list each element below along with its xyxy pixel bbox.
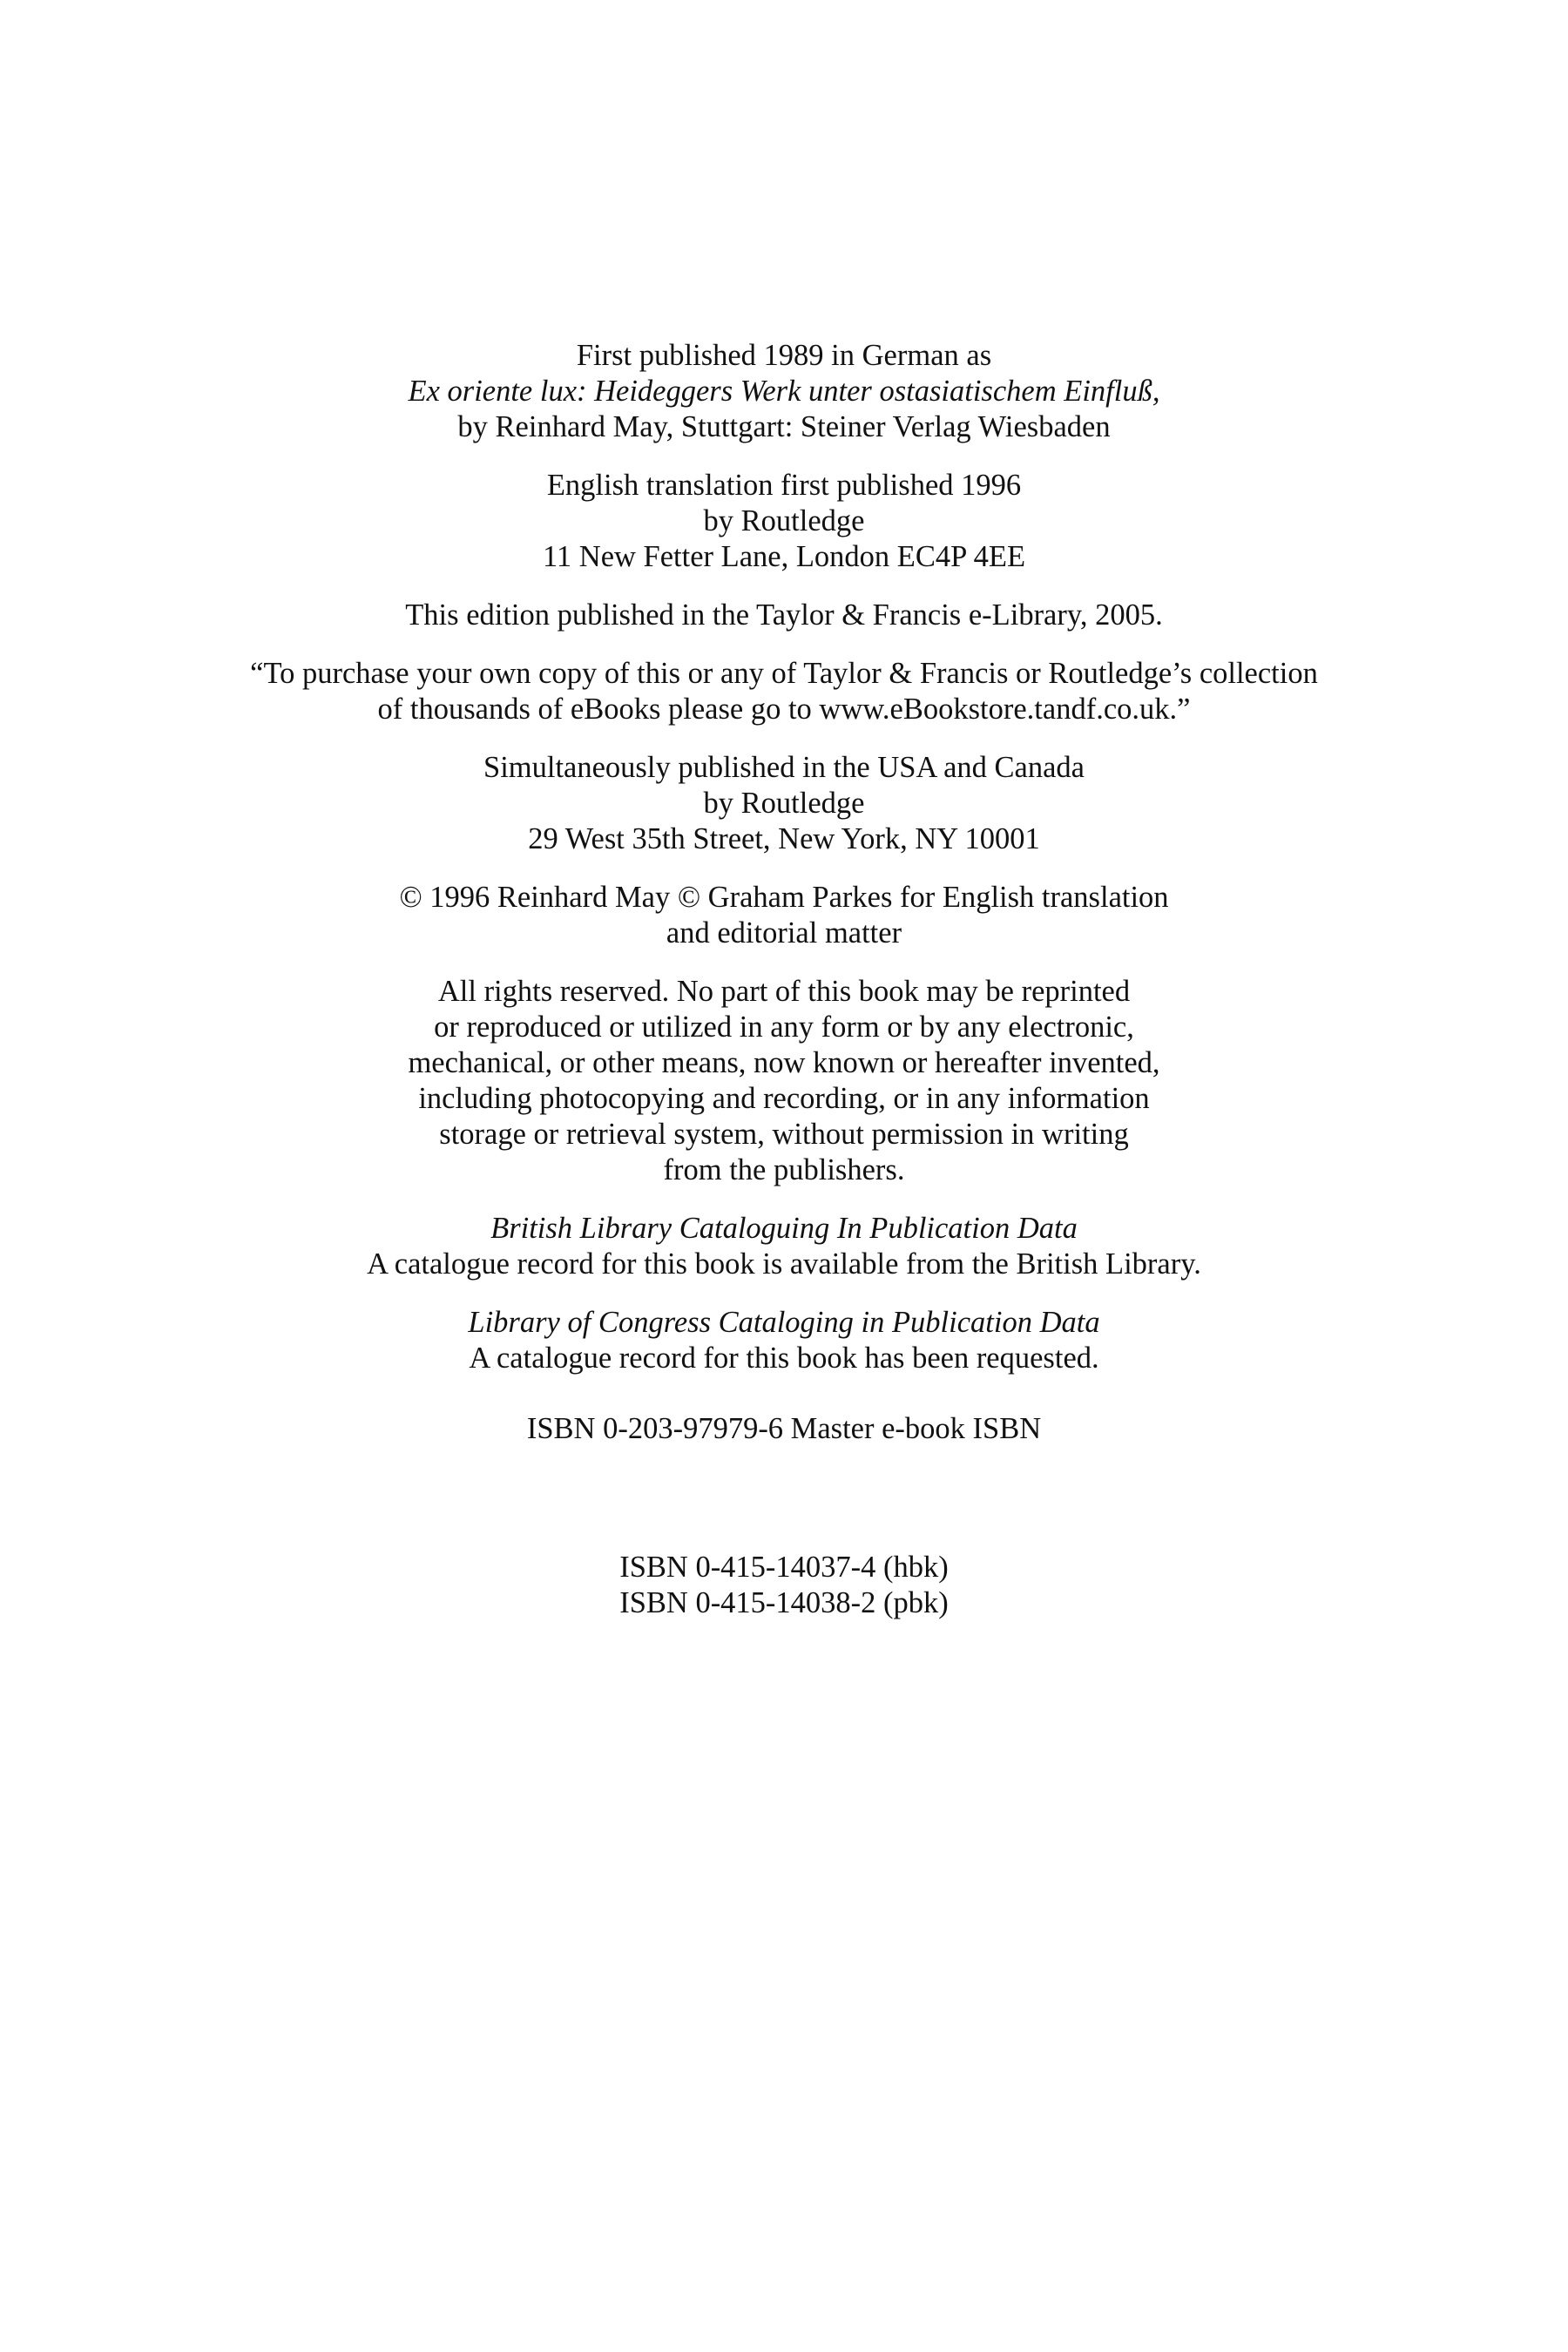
translation-publisher-address: 11 New Fetter Lane, London EC4P 4EE <box>542 540 1026 573</box>
purchase-note-line-1: “To purchase your own copy of this or any of Taylor & Francis or Routledge’s collection <box>250 657 1318 690</box>
purchase-note-line-2: of thousands of eBooks please go to www.eBookstore.tandf.co.uk.” <box>377 693 1191 726</box>
copyright-page <box>0 338 1568 1644</box>
rights-line-4: including photocopying and recording, or in any information <box>418 1082 1150 1115</box>
rights-line-3: mechanical, or other means, now known or hereafter invented, <box>408 1046 1160 1079</box>
library-of-congress-block <box>0 1305 1568 1376</box>
purchase-note-block <box>0 656 1568 727</box>
usa-publisher-address: 29 West 35th Street, New York, NY 10001 <box>528 822 1040 855</box>
rights-line-6: from the publishers. <box>663 1153 905 1186</box>
copyright-line-2: and editorial matter <box>666 916 902 950</box>
british-library-heading: British Library Cataloguing In Publication Data <box>490 1212 1078 1245</box>
isbn-master-block <box>0 1411 1568 1447</box>
usa-publisher: by Routledge <box>703 787 865 820</box>
original-publication-line: First published 1989 in German as <box>576 339 992 372</box>
rights-line-1: All rights reserved. No part of this book may be reprinted <box>437 975 1131 1008</box>
ebook-edition-line: This edition published in the Taylor & Francis e-Library, 2005. <box>405 598 1163 632</box>
copyright-block <box>0 880 1568 951</box>
original-publication-block <box>0 338 1568 445</box>
usa-publication-line: Simultaneously published in the USA and Canada <box>483 751 1085 784</box>
copyright-line-1: © 1996 Reinhard May © Graham Parkes for English translation <box>399 881 1169 914</box>
rights-line-5: storage or retrieval system, without permission in writing <box>439 1118 1129 1151</box>
isbn-master: ISBN 0-203-97979-6 Master e-book ISBN <box>526 1412 1042 1445</box>
isbn-print-block <box>0 1550 1568 1621</box>
translation-publisher: by Routledge <box>703 504 865 537</box>
isbn-hardback: ISBN 0-415-14037-4 (hbk) <box>619 1551 949 1584</box>
english-translation-block <box>0 468 1568 575</box>
ebook-edition-block <box>0 598 1568 633</box>
rights-block <box>0 974 1568 1188</box>
library-of-congress-record: A catalogue record for this book has been requested. <box>469 1342 1099 1375</box>
library-of-congress-heading: Library of Congress Cataloging in Publication Data <box>468 1306 1100 1339</box>
rights-line-2: or reproduced or utilized in any form or by any electronic, <box>434 1010 1134 1044</box>
usa-publication-block <box>0 750 1568 857</box>
original-title: Ex oriente lux: Heideggers Werk unter ostasiatischem Einfluß, <box>408 375 1160 408</box>
isbn-paperback: ISBN 0-415-14038-2 (pbk) <box>619 1586 949 1619</box>
british-library-block <box>0 1211 1568 1282</box>
translation-published-line: English translation first published 1996 <box>546 469 1022 502</box>
british-library-record: A catalogue record for this book is available from the British Library. <box>367 1247 1201 1281</box>
original-publisher-line: by Reinhard May, Stuttgart: Steiner Verlag Wiesbaden <box>457 410 1111 443</box>
